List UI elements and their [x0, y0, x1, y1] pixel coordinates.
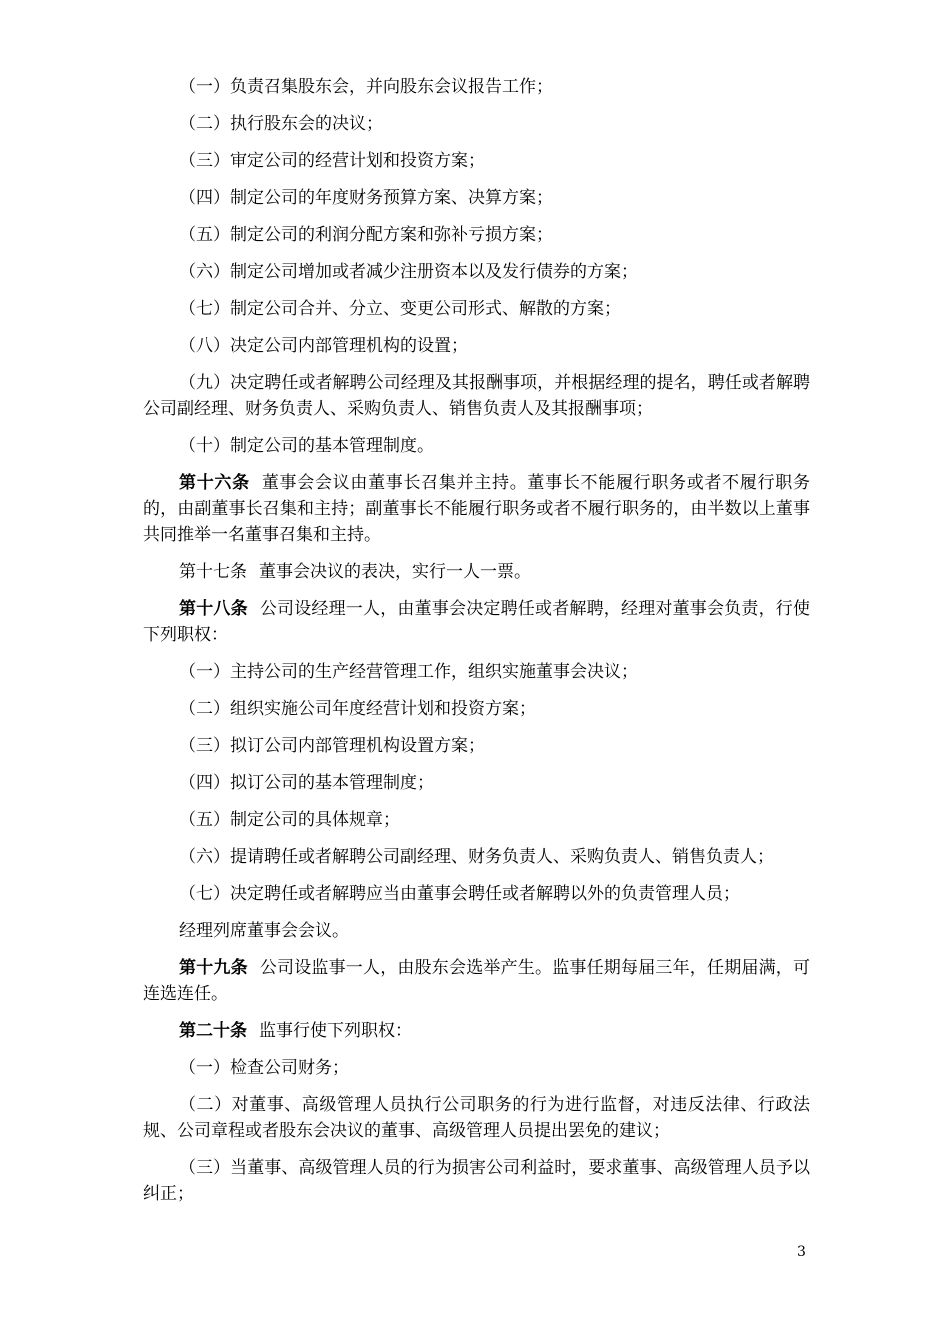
paragraph: （五）制定公司的具体规章；: [179, 810, 400, 830]
article-paragraph: 第十八条 公司设经理一人，由董事会决定聘任或者解聘，经理对董事会负责，行使下列职权：: [143, 599, 811, 645]
paragraph: （一）检查公司财务；: [179, 1058, 349, 1078]
document-body: [143, 74, 810, 1218]
article-paragraph: 第十九条 公司设监事一人，由股东会选举产生。监事任期每届三年，任期届满，可连选连任。: [143, 958, 811, 1004]
paragraph: （六）制定公司增加或者减少注册资本以及发行债券的方案；: [179, 262, 638, 282]
paragraph: （三）当董事、高级管理人员的行为损害公司利益时，要求董事、高级管理人员予以纠正；: [143, 1158, 810, 1204]
paragraph: 经理列席董事会会议。: [179, 921, 349, 941]
paragraph: （十）制定公司的基本管理制度。: [179, 436, 434, 456]
paragraph: （四）拟订公司的基本管理制度；: [179, 773, 434, 793]
paragraph: （五）制定公司的利润分配方案和弥补亏损方案；: [179, 225, 553, 245]
paragraph: （二）执行股东会的决议；: [179, 114, 383, 134]
article-paragraph: 第二十条 监事行使下列职权：: [179, 1021, 412, 1041]
paragraph: （九）决定聘任或者解聘公司经理及其报酬事项，并根据经理的提名，聘任或者解聘公司副经理、财务负责人、采购负责人、销售负责人及其报酬事项；: [143, 373, 810, 419]
article-heading: 第十七条: [179, 562, 247, 582]
paragraph: （六）提请聘任或者解聘公司副经理、财务负责人、采购负责人、销售负责人；: [179, 847, 774, 867]
paragraph: （一）主持公司的生产经营管理工作，组织实施董事会决议；: [179, 662, 638, 682]
paragraph: （七）决定聘任或者解聘应当由董事会聘任或者解聘以外的负责管理人员；: [179, 884, 740, 904]
article-paragraph: 第十七条 董事会决议的表决，实行一人一票。: [179, 562, 531, 582]
paragraph: （二）对董事、高级管理人员执行公司职务的行为进行监督，对违反法律、行政法规、公司章程或者股东会决议的董事、高级管理人员提出罢免的建议；: [143, 1095, 810, 1141]
paragraph: （三）拟订公司内部管理机构设置方案；: [179, 736, 485, 756]
article-heading: 第十九条: [179, 958, 248, 978]
paragraph: （二）组织实施公司年度经营计划和投资方案；: [179, 699, 536, 719]
article-heading: 第十六条: [179, 473, 250, 493]
paragraph: （七）制定公司合并、分立、变更公司形式、解散的方案；: [179, 299, 621, 319]
paragraph: （三）审定公司的经营计划和投资方案；: [179, 151, 485, 171]
paragraph: （八）决定公司内部管理机构的设置；: [179, 336, 468, 356]
paragraph: （四）制定公司的年度财务预算方案、决算方案；: [179, 188, 553, 208]
article-heading: 第十八条: [179, 599, 248, 619]
article-heading: 第二十条: [179, 1021, 247, 1041]
article-paragraph: 第十六条 董事会会议由董事长召集并主持。董事长不能履行职务或者不履行职务的，由副董事长召集和主持；副董事长不能履行职务或者不履行职务的，由半数以上董事共同推举一名董事召集和主持。: [143, 473, 811, 545]
paragraph: （一）负责召集股东会，并向股东会议报告工作；: [179, 77, 553, 97]
page-number: 3: [797, 1244, 806, 1260]
